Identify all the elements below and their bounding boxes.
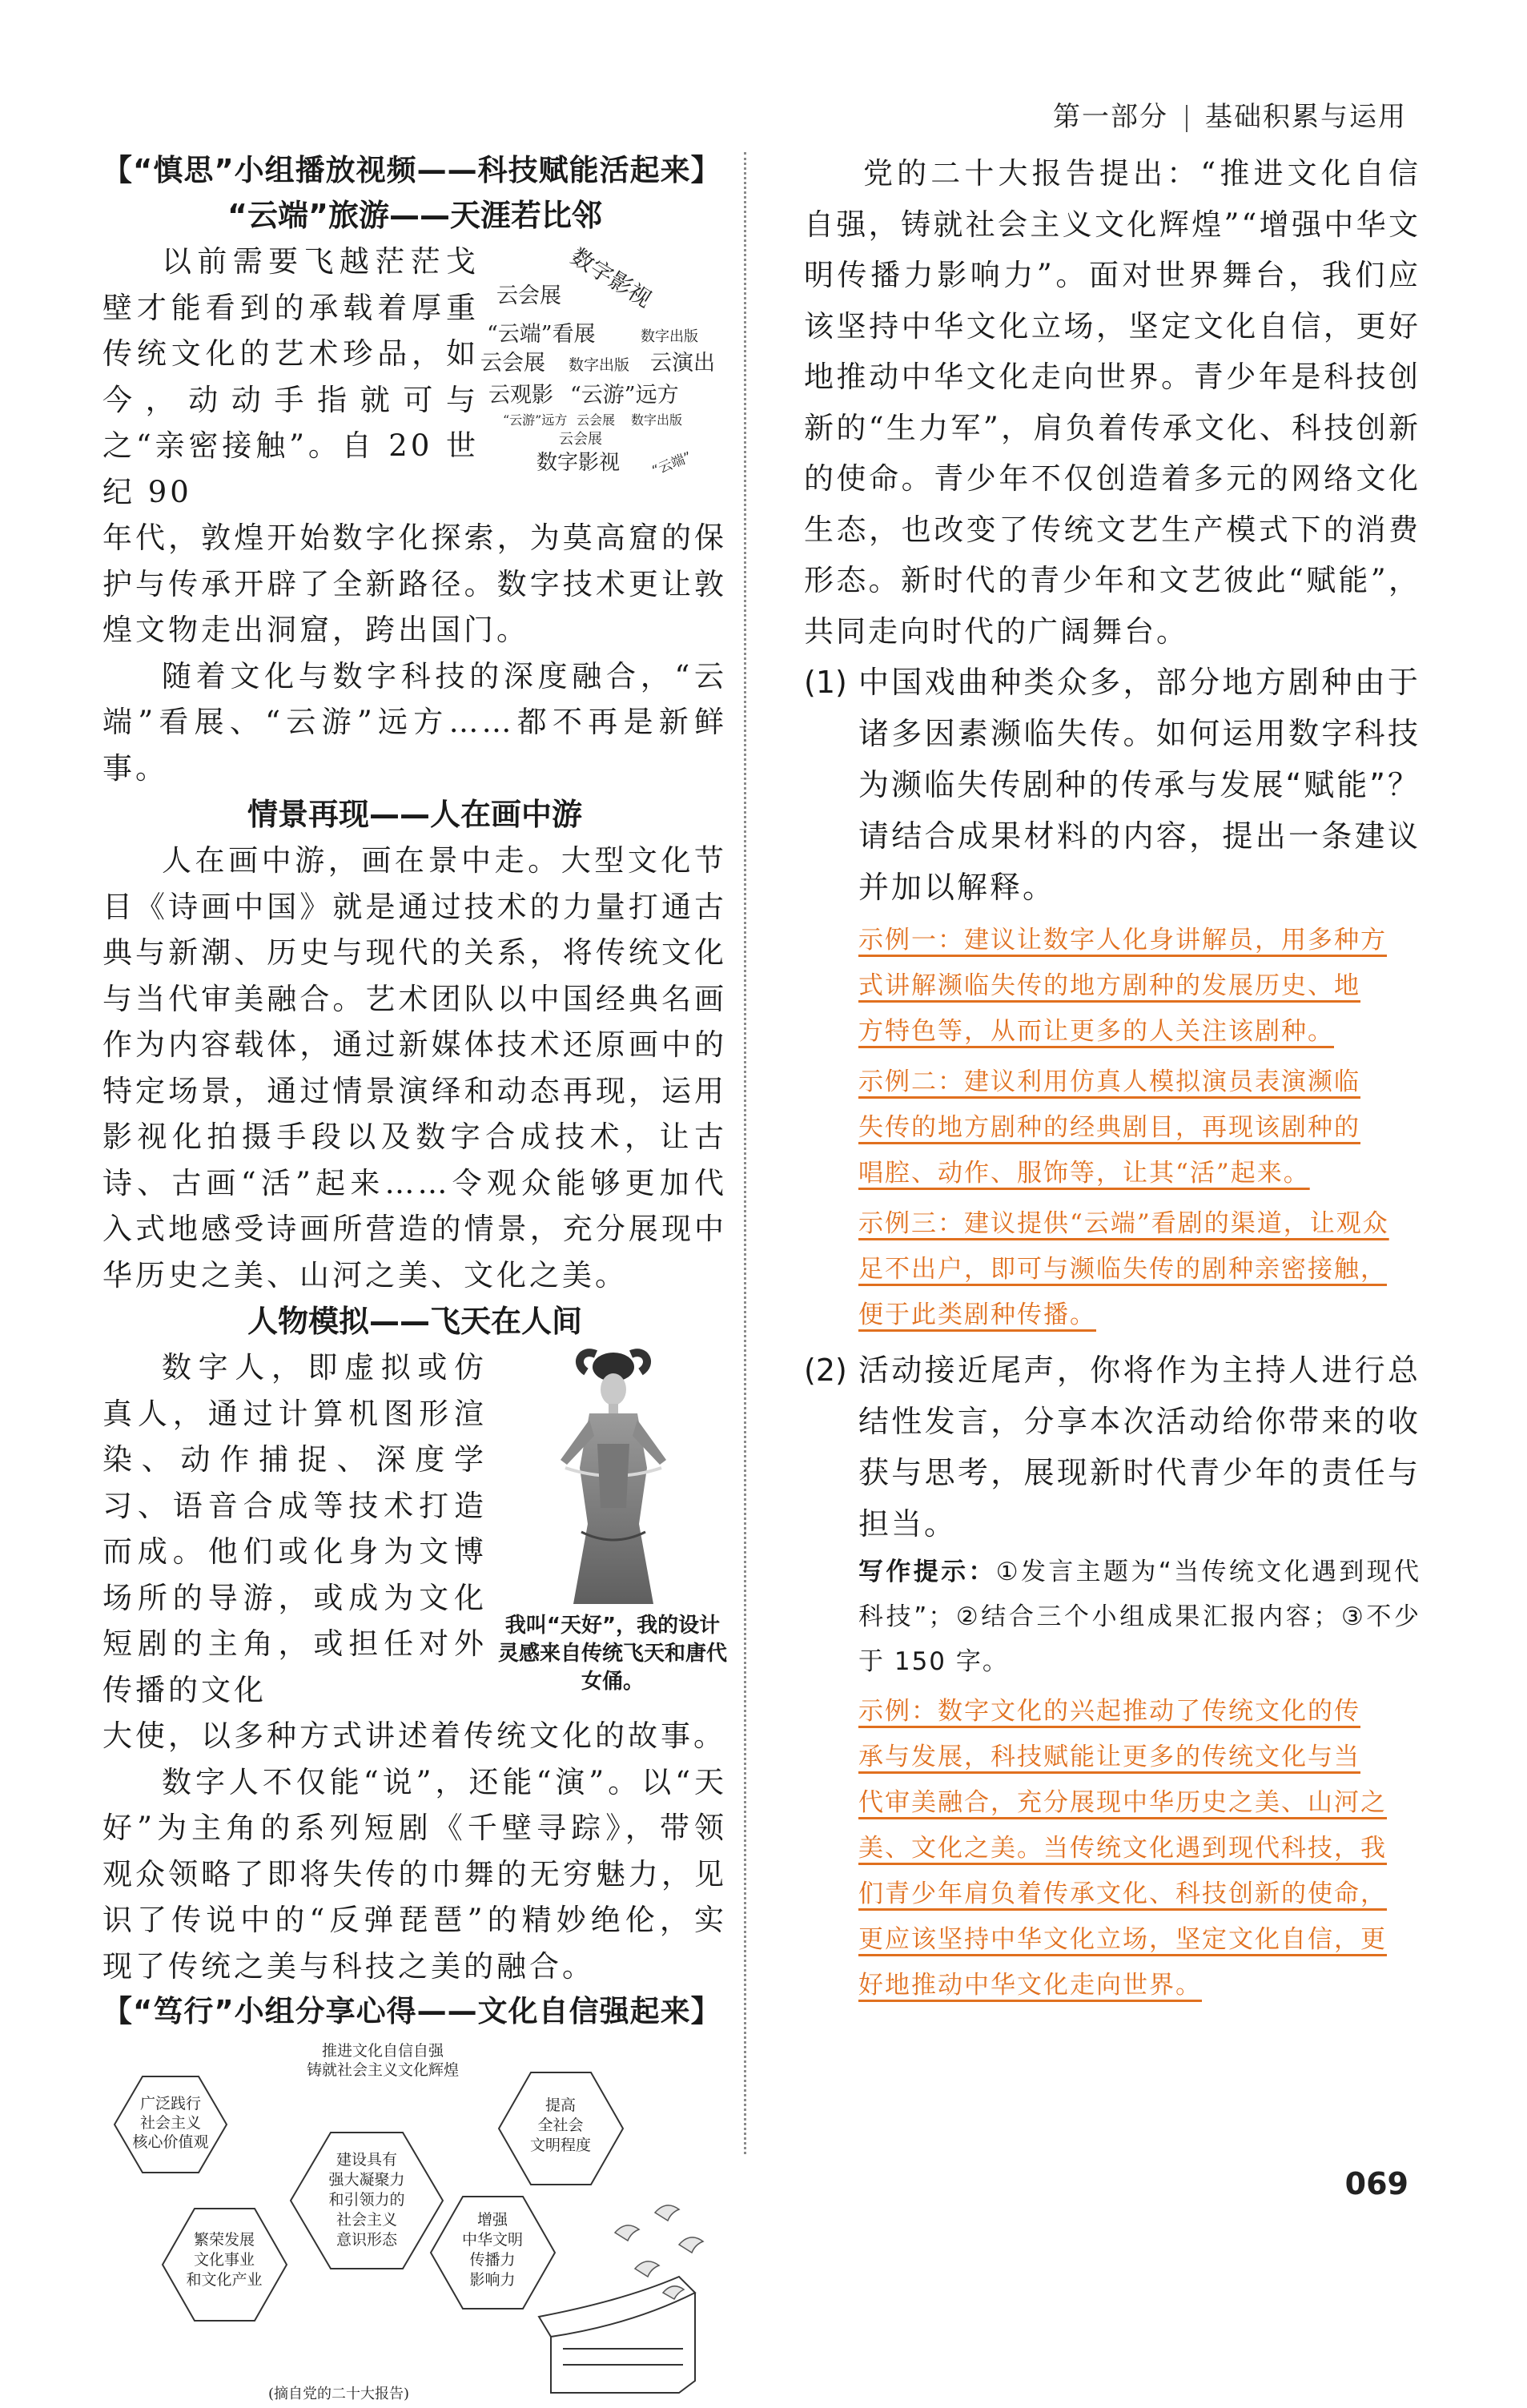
answer-example-2 xyxy=(858,1059,1421,1196)
hex-4-line: 传播力 xyxy=(469,2251,516,2269)
cloud-word: 数字出版 xyxy=(569,356,630,374)
answer-line: 示例一：建议让数字人化身讲解员，用多种方 xyxy=(858,926,1387,955)
cloud-word: 云会展 xyxy=(577,412,616,428)
cloud-word: 云会展 xyxy=(480,351,545,376)
digital-block xyxy=(102,1345,727,1989)
cloud-word: 云演出 xyxy=(650,351,715,376)
cloud-paragraph-2: 随着文化与数字科技的深度融合，“云端”看展、“云游”远方……都不再是新鲜事。 xyxy=(102,658,727,786)
hex-3-line: 意识形态 xyxy=(336,2231,398,2249)
hex-1-line: 社会主义 xyxy=(139,2114,202,2132)
cloud-text-rest: 年代，敦煌开始数字化探索，为莫高窟的保护与传承开辟了全新路径。数字技术更让敦煌文物走出洞窟，跨出国门。 xyxy=(102,521,727,647)
digital-human-figure xyxy=(496,1348,729,1724)
cloud-word: 云会展 xyxy=(496,283,561,308)
question-1-answers xyxy=(858,918,1421,1338)
answer-line: 便于此类剧种传播。 xyxy=(858,1300,1096,1329)
hex-2-line: 繁荣发展 xyxy=(193,2231,255,2249)
hex-1-line: 核心价值观 xyxy=(132,2133,209,2151)
hex-top-line: 铸就社会主义文化辉煌 xyxy=(306,2061,460,2079)
hex-top-line: 推进文化自信自强 xyxy=(321,2042,444,2060)
answer-line: 方特色等，从而让更多的人关注该剧种。 xyxy=(858,1017,1334,1046)
question-2-answer xyxy=(858,1689,1421,2008)
hex-3-line: 社会主义 xyxy=(336,2211,398,2229)
cloud-word: “云端”看展 xyxy=(487,322,596,347)
cloud-word: 数字影视 xyxy=(566,243,657,313)
figure-caption: 我叫“天好”，我的设计灵感来自传统飞天和唐代女俑。 xyxy=(497,1614,727,1694)
hex-1-line: 广泛践行 xyxy=(139,2095,202,2113)
cloud-word: 数字影视 xyxy=(536,451,621,475)
digital-text-rest: 大使，以多种方式讲述着传统文化的故事。 xyxy=(102,1719,726,1753)
hex-2-line: 和文化产业 xyxy=(186,2271,263,2289)
right-column xyxy=(804,148,1421,2008)
question-1-number: (1) xyxy=(804,665,847,700)
hex-4-line: 中华文明 xyxy=(461,2231,524,2249)
cloud-word: “云端” xyxy=(649,448,694,479)
cloud-word: 数字出版 xyxy=(641,328,698,345)
digital-text-float: 数字人，即虚拟或仿真人，通过计算机图形渲染、动作捕捉、深度学习、语音合成等技术打造而成。他们或化身为文博场所的导游，或成为文化短剧的主角，或担任对外传播的文化 xyxy=(102,1350,487,1707)
answer-line: 唱腔、动作、服饰等，让其“活”起来。 xyxy=(858,1159,1310,1188)
hex-4-line: 影响力 xyxy=(469,2271,516,2289)
group1-title: 【“慎思”小组播放视频——科技赋能活起来】 xyxy=(102,153,721,187)
cloud-word: “云游”远方 xyxy=(503,412,568,428)
part-label: 第一部分 xyxy=(1053,101,1168,133)
question-2-text: 活动接近尾声，你将作为主持人进行总结性发言，分享本次活动给你带来的收获与思考，展现新时代青少年的责任与担当。 xyxy=(858,1353,1421,1542)
cloud-word: “云游”远方 xyxy=(570,383,679,408)
answer-line: 好地推动中华文化走向世界。 xyxy=(858,1971,1202,2000)
page-number: 069 xyxy=(1344,2166,1408,2201)
answer-example-1 xyxy=(858,918,1421,1055)
running-head xyxy=(1053,94,1407,134)
scene-title: 情景再现——人在画中游 xyxy=(247,797,582,832)
question-2-number: (2) xyxy=(804,1353,847,1388)
intro-paragraph: 党的二十大报告提出：“推进文化自信自强，铸就社会主义文化辉煌”“增强中华文明传播力影响力”。面对世界舞台，我们应该坚持中华文化立场，坚定文化自信，更好地推动中华文化走向世界。青少年是科技创新的“生力军”，肩负着传承文化、科技创新的使命。青少年不仅创造着多元的网络文化生态，也改变了传统文艺生产模式下的消费形态。新时代的青少年和文艺彼此“赋能”，共同走向时代的广阔舞台。 xyxy=(804,156,1421,649)
answer-line: 们青少年肩负着传承文化、科技创新的使命， xyxy=(858,1879,1387,1908)
hex-5-line: 文明程度 xyxy=(529,2137,592,2154)
left-column xyxy=(102,148,727,2405)
writing-hint-label: 写作提示： xyxy=(858,1558,996,1586)
word-cloud-graphic xyxy=(480,239,729,479)
question-2 xyxy=(804,1345,1421,1550)
answer-line: 美、文化之美。当传统文化遇到现代科技，我 xyxy=(858,1834,1387,1863)
section-label: 基础积累与运用 xyxy=(1205,101,1407,133)
group2-title: 【“笃行”小组分享心得——文化自信强起来】 xyxy=(102,1994,721,2028)
answer-line: 失传的地方剧种的经典剧目，再现该剧种的 xyxy=(858,1113,1360,1142)
hexagon-diagram xyxy=(102,2036,727,2405)
column-divider xyxy=(744,152,746,2154)
answer-line: 代审美融合，充分展现中华历史之美、山河之 xyxy=(858,1788,1387,1817)
hex-3-line: 建设具有 xyxy=(336,2151,398,2169)
digital-paragraph-2: 数字人不仅能“说”，还能“演”。以“天好”为主角的系列短剧《千壁寻踪》，带领观众领略了即将失传的巾舞的无穷魅力，见识了传说中的“反弹琵琶”的精妙绝伦，实现了传统之美与科技之美的融合。 xyxy=(102,1764,727,1984)
cloud-title: “云端”旅游——天涯若比邻 xyxy=(227,198,602,233)
cloud-text-float: 以前需要飞越茫茫戈壁才能看到的承载着厚重传统文化的艺术珍品，如今，动动手指就可与之“亲密接触”。自 20 世纪 90 xyxy=(102,244,479,509)
feitian-figure-image xyxy=(549,1348,677,1608)
answer-example-3 xyxy=(858,1201,1421,1338)
answer-example xyxy=(858,1689,1421,2008)
answer-line: 更应该坚持中华文化立场，坚定文化自信，更 xyxy=(858,1925,1387,1954)
header-separator xyxy=(1186,105,1187,132)
hex-5-line: 全社会 xyxy=(537,2117,584,2134)
answer-line: 足不出户，即可与濒临失传的剧种亲密接触， xyxy=(858,1255,1387,1284)
answer-line: 示例二：建议利用仿真人模拟演员表演濒临 xyxy=(858,1067,1360,1096)
cloud-word: 云观影 xyxy=(488,383,553,408)
question-1-text: 中国戏曲种类众多，部分地方剧种由于诸多因素濒临失传。如何运用数字科技为濒临失传剧种的传承与发展“赋能”？请结合成果材料的内容，提出一条建议并加以解释。 xyxy=(858,665,1421,905)
scene-text: 人在画中游，画在景中走。大型文化节目《诗画中国》就是通过技术的力量打通古典与新潮、历史与现代的关系，将传统文化与当代审美融合。艺术团队以中国经典名画作为内容载体，通过新媒体技术还原画中的特定场景，通过情景演绎和动态再现，运用影视化拍摄手段以及数字合成技术，让古诗、古画“活”起来……令观众能够更加代入式地感受诗画所营造的情景，充分展现中华历史之美、山河之美、文化之美。 xyxy=(102,843,727,1292)
hex-5-line: 提高 xyxy=(544,2096,577,2114)
hex-source: (摘自党的二十大报告) xyxy=(267,2386,410,2402)
digital-title: 人物模拟——飞天在人间 xyxy=(247,1304,582,1339)
hex-4-line: 增强 xyxy=(476,2211,508,2229)
cloud-block xyxy=(102,239,727,791)
writing-hint xyxy=(858,1550,1421,1684)
answer-line: 示例三：建议提供“云端”看剧的渠道，让观众 xyxy=(858,1209,1389,1238)
hex-3-line: 和引领力的 xyxy=(328,2191,405,2209)
cloud-word: 云会展 xyxy=(559,431,602,448)
writing-hint-text: ①发言主题为“当传统文化遇到现代科技”；②结合三个小组成果汇报内容；③不少于 150 字。 xyxy=(858,1558,1421,1676)
hex-3-line: 强大凝聚力 xyxy=(328,2171,405,2189)
answer-line: 承与发展，科技赋能让更多的传统文化与当 xyxy=(858,1743,1360,1771)
answer-line: 式讲解濒临失传的地方剧种的发展历史、地 xyxy=(858,971,1360,1000)
hex-2-line: 文化事业 xyxy=(193,2251,255,2269)
cloud-word: 数字出版 xyxy=(631,412,683,428)
question-1 xyxy=(804,657,1421,913)
answer-line: 示例：数字文化的兴起推动了传统文化的传 xyxy=(858,1697,1360,1726)
